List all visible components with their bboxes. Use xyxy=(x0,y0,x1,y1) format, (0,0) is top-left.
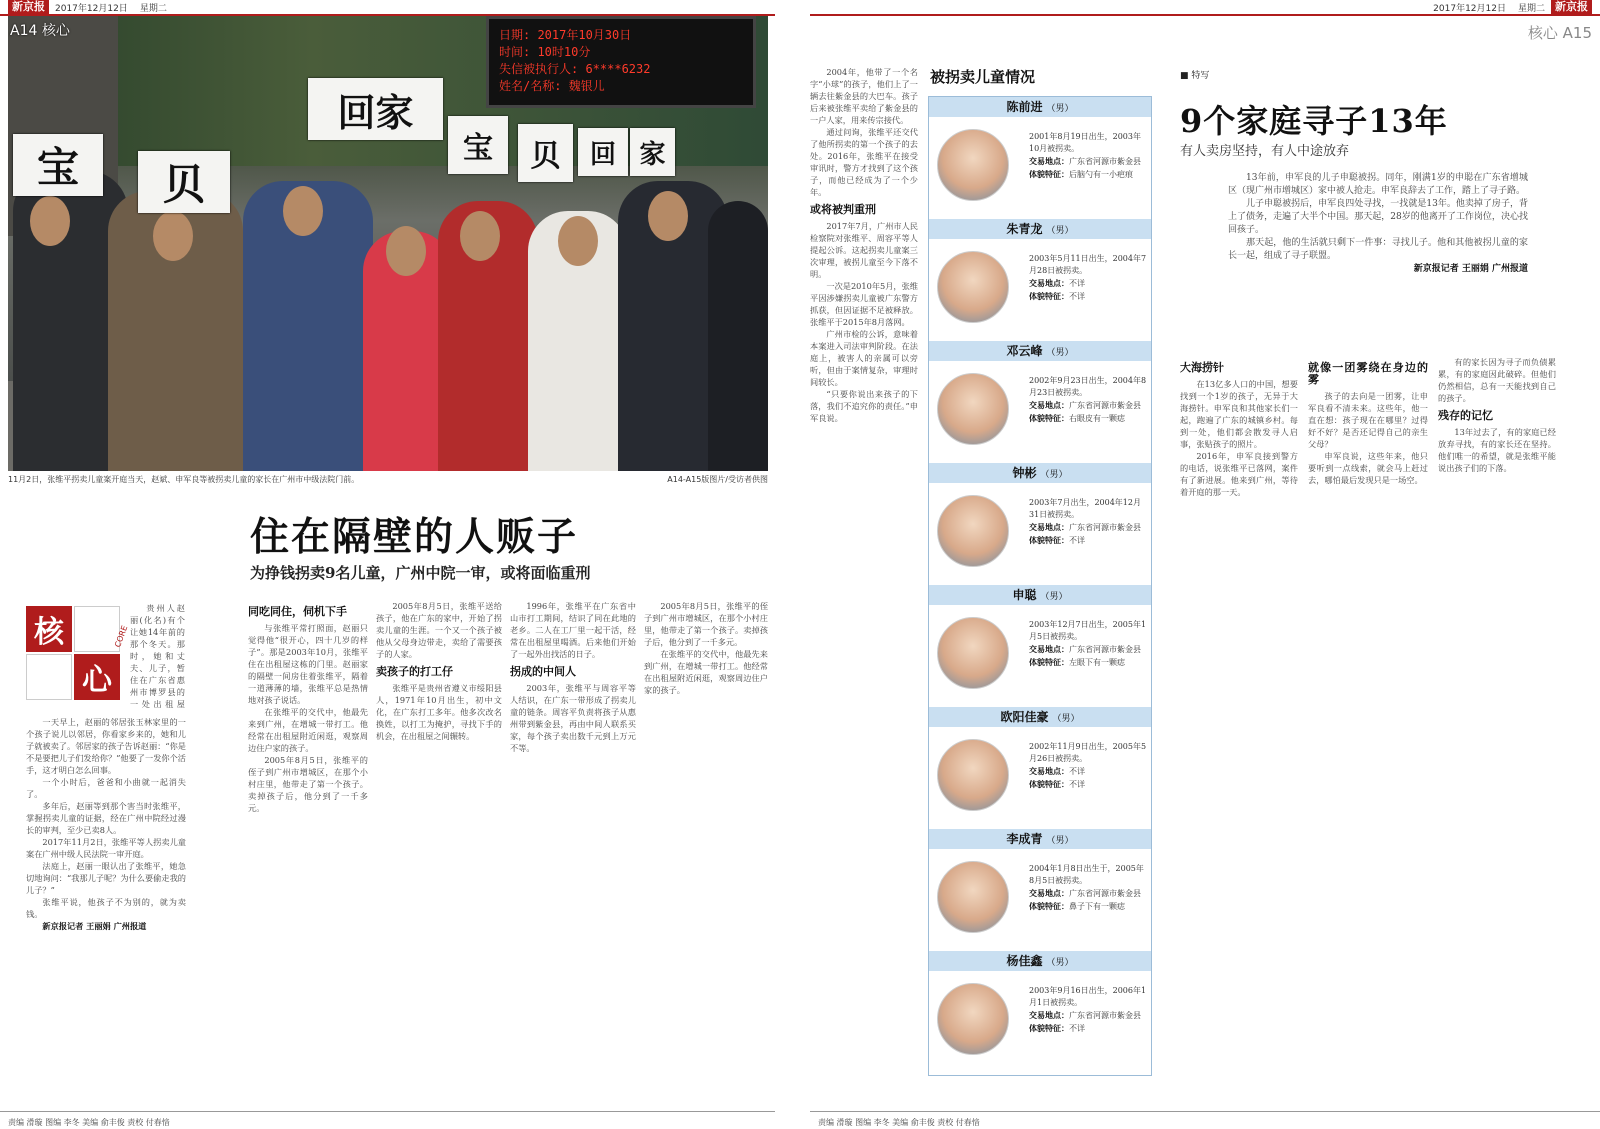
feature-column-1 xyxy=(1180,356,1298,1076)
feature-headline: 9个家庭寻子13年 xyxy=(1180,102,1448,140)
child-place-key: 交易地点： xyxy=(1029,888,1069,898)
sign-sheet: 贝 xyxy=(518,124,573,182)
child-gender: （男） xyxy=(1052,714,1080,724)
child-feature-key: 体貌特征： xyxy=(1029,1023,1069,1033)
person-head xyxy=(460,211,500,261)
child-name-bar xyxy=(929,829,1151,849)
header-weekday: 星期二 xyxy=(139,3,167,14)
article-headline: 住在隔壁的人贩子 xyxy=(250,514,579,560)
feature-column-3 xyxy=(1438,356,1556,1076)
intro-byline: 新京报记者 王丽娟 广州报道 xyxy=(42,921,147,931)
child-card xyxy=(929,219,1151,341)
child-place-key: 交易地点： xyxy=(1029,278,1069,288)
person-head xyxy=(153,211,193,261)
article-paragraph: 2003年，张维平与周容平等人结识，在广东一带形成了拐卖儿童的链条。周容平负责将孩子从惠州带到紫金县，再由中间人联系买家，每个孩子卖出数千元到上万元不等。 xyxy=(510,683,636,753)
child-name-bar xyxy=(929,951,1151,971)
section-heading: 或将被判重刑 xyxy=(810,203,876,216)
person-head xyxy=(386,226,426,276)
article-paragraph: 在张维平的交代中，他最先来到广州，在增城一带打工。他经常在出租屋附近闲逛，观察周边住户家的孩子。 xyxy=(248,707,368,753)
person-head xyxy=(283,186,323,236)
section-heading: 大海捞针 xyxy=(1180,361,1224,374)
child-feature-key: 体貌特征： xyxy=(1029,535,1069,545)
article-column-1 xyxy=(248,600,368,1084)
child-photo xyxy=(937,373,1009,445)
article-paragraph: 在张维平的交代中，他最先来到广州，在增城一带打工。他经常在出租屋附近闲逛，观察周边住户家的孩子。 xyxy=(644,649,768,695)
child-photo xyxy=(937,739,1009,811)
child-place-row xyxy=(1029,521,1147,534)
article-paragraph: 张维平是贵州省遵义市绥阳县人，1971年10月出生，初中文化，在广东打工多年。他多次改名换姓，以打工为掩护，寻找下手的机会，在出租屋之间辗转。 xyxy=(376,683,502,741)
sign-sheet: 贝 xyxy=(138,151,230,213)
child-name-bar xyxy=(929,341,1151,361)
children-panel xyxy=(928,96,1152,1076)
child-place-row xyxy=(1029,155,1147,168)
child-info xyxy=(1029,985,1147,1035)
child-card xyxy=(929,585,1151,707)
intro-column xyxy=(26,716,186,1084)
children-panel-title: 被拐卖儿童情况 xyxy=(930,68,1036,86)
child-gender: （男） xyxy=(1046,958,1074,968)
child-card xyxy=(929,707,1151,829)
child-place: 广东省河源市紫金县 xyxy=(1069,1011,1141,1020)
intro-paragraph: 法庭上，赵丽一眼认出了张维平，她急切地询问：“我那儿子呢？为什么要偷走我的儿子？” xyxy=(26,861,186,895)
child-card xyxy=(929,97,1151,219)
child-born: 2003年12月7日出生，2005年1月5日被拐卖。 xyxy=(1029,620,1147,641)
child-feature: 不详 xyxy=(1069,536,1085,545)
child-feature: 右眼皮有一颗痣 xyxy=(1069,414,1125,423)
child-feature-key: 体貌特征： xyxy=(1029,657,1069,667)
feature-column-2 xyxy=(1308,356,1428,1076)
child-place-row xyxy=(1029,765,1147,778)
child-born: 2002年11月9日出生，2005年5月26日被拐卖。 xyxy=(1029,742,1147,763)
led-sign-line: 姓名/名称: 魏银儿 xyxy=(499,79,605,93)
child-name: 杨佳鑫 xyxy=(1006,954,1043,968)
page-footer: 责编 滑璇 图编 李冬 美编 俞丰俊 责校 付春愔 xyxy=(810,1111,1600,1129)
article-column-2 xyxy=(376,600,502,1084)
child-photo xyxy=(937,983,1009,1055)
article-paragraph: 在13亿多人口的中国，想要找到一个1岁的孩子，无异于大海捞针。申军良和其他家长们一起，跑遍了广东的城镇乡村。每到一处，他们都会散发寻人启事，张贴孩子的照片。 xyxy=(1180,379,1298,449)
photo-caption xyxy=(8,474,768,485)
section-heading: 同吃同住，伺机下手 xyxy=(248,605,347,618)
person-head xyxy=(558,216,598,266)
child-place-key: 交易地点： xyxy=(1029,766,1069,776)
person-figure xyxy=(708,201,768,471)
child-place: 广东省河源市紫金县 xyxy=(1069,523,1141,532)
header-date: 2017年12月12日 xyxy=(1433,3,1506,14)
child-name: 陈前进 xyxy=(1006,100,1043,114)
intro-paragraph: 一个小时后，爸爸和小曲就一起消失了。 xyxy=(26,777,186,799)
intro-paragraph: 多年后，赵丽等到那个害当时张维平，掌握拐卖儿童的证据，经在广州中院经过漫长的审判，至少已卖8人。 xyxy=(26,801,186,835)
section-heading: 残存的记忆 xyxy=(1438,409,1493,422)
child-photo xyxy=(937,617,1009,689)
child-place-key: 交易地点： xyxy=(1029,522,1069,532)
article-paragraph: 2005年8月5日，张维平送给孩子，他在广东的家中，开始了拐卖儿童的生涯。一个又一个孩子被他从父母身边带走，卖给了需要孩子的人家。 xyxy=(376,601,502,659)
child-name: 欧阳佳豪 xyxy=(1000,710,1049,724)
feature-paragraph: 儿子申聪被拐后，申军良四处寻找，一找就是13年。他卖掉了房子，背上了债务，走遍了大半个中国。那天起，28岁的他离开了工作岗位，决心找回孩子。 xyxy=(1228,199,1528,235)
child-feature-row xyxy=(1029,290,1147,303)
child-info xyxy=(1029,375,1147,425)
child-born: 2003年7月出生，2004年12月31日被拐卖。 xyxy=(1029,498,1141,519)
intro-paragraph: 张维平说，他孩子不为别的，就为卖钱。 xyxy=(26,897,186,919)
child-feature-key: 体貌特征： xyxy=(1029,901,1069,911)
child-feature-row xyxy=(1029,412,1147,425)
child-feature: 鼻子下有一颗痣 xyxy=(1069,902,1125,911)
child-gender: （男） xyxy=(1046,226,1074,236)
article-paragraph: 孩子的去向是一团雾，让申军良看不清未来。这些年，他一直在想：孩子现在在哪里？过得好不好？是否还记得自己的亲生父母？ xyxy=(1308,391,1428,449)
article-paragraph: 2005年8月5日，张维平的侄子到广州市增城区，在那个小村庄里，他带走了第一个孩子。卖掉孩子后，他分到了一千多元。 xyxy=(248,755,368,813)
child-place-row xyxy=(1029,643,1147,656)
article-paragraph: 2005年8月5日，张维平的侄子到广州市增城区，在那个小村庄里，他带走了第一个孩子。卖掉孩子后，他分到了一千多元。 xyxy=(644,601,768,647)
child-info xyxy=(1029,863,1147,913)
child-feature-row xyxy=(1029,534,1147,547)
core-logo-blank xyxy=(26,654,72,700)
child-place-row xyxy=(1029,1009,1147,1022)
child-name: 钟彬 xyxy=(1012,466,1037,480)
child-card xyxy=(929,463,1151,585)
child-born: 2003年5月11日出生，2004年7月28日被拐卖。 xyxy=(1029,254,1147,275)
child-name-bar xyxy=(929,707,1151,727)
child-born: 2001年8月19日出生，2003年10月被拐卖。 xyxy=(1029,132,1141,153)
child-photo xyxy=(937,129,1009,201)
child-place: 广东省河源市紫金县 xyxy=(1069,889,1141,898)
child-feature-row xyxy=(1029,900,1147,913)
page-label: A14 核心 xyxy=(10,23,70,39)
child-place: 广东省河源市紫金县 xyxy=(1069,401,1141,410)
feature-intro xyxy=(1228,172,1528,342)
child-place-row xyxy=(1029,277,1147,290)
child-card xyxy=(929,341,1151,463)
child-photo xyxy=(937,495,1009,567)
child-card xyxy=(929,829,1151,951)
child-place-key: 交易地点： xyxy=(1029,1010,1069,1020)
core-logo xyxy=(26,606,130,702)
article-paragraph: 一次是2010年5月，张维平因涉嫌拐卖儿童被广东警方抓获，但因证据不足被释放。张维平于2015年8月落网。 xyxy=(810,281,918,327)
child-card xyxy=(929,951,1151,1073)
child-name: 李成青 xyxy=(1006,832,1043,846)
child-gender: （男） xyxy=(1046,104,1074,114)
child-photo xyxy=(937,861,1009,933)
child-feature-row xyxy=(1029,168,1147,181)
child-born: 2003年9月16日出生，2006年1月1日被拐卖。 xyxy=(1029,986,1147,1007)
child-place: 广东省河源市紫金县 xyxy=(1069,157,1141,166)
section-heading: 拐成的中间人 xyxy=(510,665,576,678)
person-head xyxy=(30,196,70,246)
core-logo-char: 核 xyxy=(26,606,72,652)
child-gender: （男） xyxy=(1046,836,1074,846)
child-name: 朱青龙 xyxy=(1006,222,1043,236)
feature-paragraph: 13年前，申军良的儿子申聪被拐。同年，刚满1岁的申聪在广东省增城区（现广州市增城区）家中被人抢走。申军良辞去了工作，踏上了寻子路。 xyxy=(1228,173,1528,196)
page-header xyxy=(810,0,1600,16)
child-name: 申聪 xyxy=(1012,588,1037,602)
intro-paragraph: 贵州人赵丽(化名)有个让她14年前的那个冬天。那时，她和丈夫、儿子，暂住在广东省惠州市博罗县的一处出租屋 xyxy=(130,603,185,709)
header-date: 2017年12月12日 xyxy=(55,3,128,14)
section-heading: 卖孩子的打工仔 xyxy=(376,665,453,678)
child-name-bar xyxy=(929,585,1151,605)
child-place: 不详 xyxy=(1069,279,1085,288)
child-info xyxy=(1029,131,1147,181)
page-label: 核心 A15 xyxy=(1527,24,1592,42)
child-place: 广东省河源市紫金县 xyxy=(1069,645,1141,654)
article-paragraph: 13年过去了，有的家庭已经放弃寻找，有的家长还在坚持。他们唯一的希望，就是张维平能说出孩子们的下落。 xyxy=(1438,427,1556,473)
protest-photo xyxy=(8,16,768,471)
child-feature-key: 体貌特征： xyxy=(1029,291,1069,301)
feature-byline: 新京报记者 王丽娟 广州报道 xyxy=(1413,264,1528,274)
child-place-row xyxy=(1029,399,1147,412)
article-column-4 xyxy=(644,600,768,1084)
feature-label: ■ 特写 xyxy=(1180,71,1210,81)
page-a15 xyxy=(810,0,1600,1129)
masthead-logo: 新京报 xyxy=(8,0,49,14)
photo-credit: A14-A15版图片/受访者供图 xyxy=(667,475,768,484)
child-feature-row xyxy=(1029,1022,1147,1035)
child-place-row xyxy=(1029,887,1147,900)
led-sign-line: 时间: 10时10分 xyxy=(499,45,591,59)
child-feature-row xyxy=(1029,778,1147,791)
feature-paragraph: 那天起，他的生活就只剩下一件事：寻找儿子。他和其他被拐儿童的家长一起，组成了寻子联盟。 xyxy=(1228,238,1528,261)
child-feature: 后脑勺有一小疤痕 xyxy=(1069,170,1133,179)
child-born: 2004年1月8日出生于，2005年8月5日被拐卖。 xyxy=(1029,864,1144,885)
sign-sheet: 宝 xyxy=(13,134,103,196)
led-sign-board xyxy=(486,16,756,108)
child-place: 不详 xyxy=(1069,767,1085,776)
child-info xyxy=(1029,741,1147,791)
page-footer: 责编 滑璇 图编 李冬 美编 俞丰俊 责校 付春愔 xyxy=(0,1111,775,1129)
page-header xyxy=(0,0,775,16)
sign-sheet: 宝 xyxy=(448,116,508,174)
child-born: 2002年9月23日出生，2004年8月23日被拐卖。 xyxy=(1029,376,1147,397)
led-sign-line: 失信被执行人: 6****6232 xyxy=(499,62,651,76)
child-info xyxy=(1029,253,1147,303)
child-feature-key: 体貌特征： xyxy=(1029,779,1069,789)
child-place-key: 交易地点： xyxy=(1029,644,1069,654)
sign-sheet: 回 xyxy=(578,128,628,176)
continued-column xyxy=(810,66,918,1076)
article-paragraph: 1996年，张维平在广东省中山市打工期间，结识了同在此地的老乡。二人在工厂里一起干活，经常在出租屋里喝酒。后来他们开始了一起外出找活的日子。 xyxy=(510,601,636,659)
article-paragraph: 与张维平常打照面，赵丽只觉得他“很开心，四十几岁的样子”。那是2003年10月，张维平住在出租屋这栋的门里。赵丽家的隔壁一间房住着张维平，隔着一道薄薄的墙，张维平总是热情地对孩子说话。 xyxy=(248,623,368,705)
caption-text: 11月2日，张维平拐卖儿童案开庭当天，赵斌、申军良等被拐卖儿童的家长在广州市中级法院门前。 xyxy=(8,475,360,484)
article-paragraph: 2017年7月，广州市人民检察院对张维平、周容平等人提起公诉。这起拐卖儿童案三次审理，被拐儿童至今下落不明。 xyxy=(810,221,918,279)
article-paragraph: “只要你说出来孩子的下落，我们不追究你的责任。”申军良说。 xyxy=(810,389,918,423)
feature-subhead: 有人卖房坚持，有人中途放弃 xyxy=(1180,144,1350,159)
page-a14 xyxy=(0,0,775,1129)
child-feature-key: 体貌特征： xyxy=(1029,413,1069,423)
child-name-bar xyxy=(929,463,1151,483)
article-subhead: 为挣钱拐卖9名儿童，广州中院一审，或将面临重刑 xyxy=(250,564,591,582)
core-logo-char: 心 xyxy=(74,654,120,700)
child-feature: 左眼下有一颗痣 xyxy=(1069,658,1125,667)
header-weekday: 星期二 xyxy=(1517,3,1545,14)
article-paragraph: 有的家长因为寻子而负债累累，有的家庭因此破碎。但他们仍然相信，总有一天能找到自己的孩子。 xyxy=(1438,357,1556,403)
child-info xyxy=(1029,497,1147,547)
intro-paragraph: 2017年11月2日，张维平等人拐卖儿童案在广州中级人民法院一审开庭。 xyxy=(26,837,186,859)
child-photo xyxy=(937,251,1009,323)
section-heading: 就像一团雾绕在身边的雾 xyxy=(1308,361,1428,386)
child-feature: 不详 xyxy=(1069,780,1085,789)
child-name: 邓云峰 xyxy=(1006,344,1043,358)
child-gender: （男） xyxy=(1040,592,1068,602)
article-paragraph: 通过问询，张维平还交代了他所拐卖的第一个孩子的去处。2016年，张维平在接受审讯时，警方才找到了这个孩子，而他已经成为了一个少年。 xyxy=(810,127,918,197)
core-logo-tag: CORE xyxy=(113,624,130,649)
child-feature-row xyxy=(1029,656,1147,669)
person-head xyxy=(648,191,688,241)
intro-column-top xyxy=(130,602,185,712)
child-feature: 不详 xyxy=(1069,1024,1085,1033)
article-paragraph: 2004年，他带了一个名字“小球”的孩子，他们上了一辆去往紫金县的大巴车。孩子后来被张维平卖给了紫金县的一户人家，用来传宗接代。 xyxy=(810,67,918,125)
article-paragraph: 申军良说，这些年来，他只要听到一点线索，就会马上赶过去，哪怕最后发现只是一场空。 xyxy=(1308,451,1428,485)
intro-paragraph: 一天早上，赵丽的邻居张玉林家里的一个孩子说儿以邻居，你看家乡来的，她和儿子就被卖了。邻居家的孩子告诉赵丽：“你是不是要把儿子们发给你？”他要了一发你个活手，这才明白怎么回事。 xyxy=(26,717,186,775)
sign-sheet: 回家 xyxy=(308,78,443,140)
child-place-key: 交易地点： xyxy=(1029,156,1069,166)
child-feature-key: 体貌特征： xyxy=(1029,169,1069,179)
masthead-logo: 新京报 xyxy=(1551,0,1592,14)
child-name-bar xyxy=(929,97,1151,117)
child-feature: 不详 xyxy=(1069,292,1085,301)
article-paragraph: 2016年，申军良接到警方的电话，说张维平已落网，案件有了新进展。他来到广州，等待着开庭的那一天。 xyxy=(1180,451,1298,497)
child-name-bar xyxy=(929,219,1151,239)
led-sign-line: 日期: 2017年10月30日 xyxy=(499,28,632,42)
child-place-key: 交易地点： xyxy=(1029,400,1069,410)
child-gender: （男） xyxy=(1046,348,1074,358)
child-gender: （男） xyxy=(1040,470,1068,480)
article-column-3 xyxy=(510,600,636,1084)
child-info xyxy=(1029,619,1147,669)
article-paragraph: 广州市检的公诉，意味着本案进入司法审判阶段。在法庭上，被害人的亲属可以旁听，但由于案情复杂，审理时间较长。 xyxy=(810,329,918,387)
sign-sheet: 家 xyxy=(630,128,675,176)
